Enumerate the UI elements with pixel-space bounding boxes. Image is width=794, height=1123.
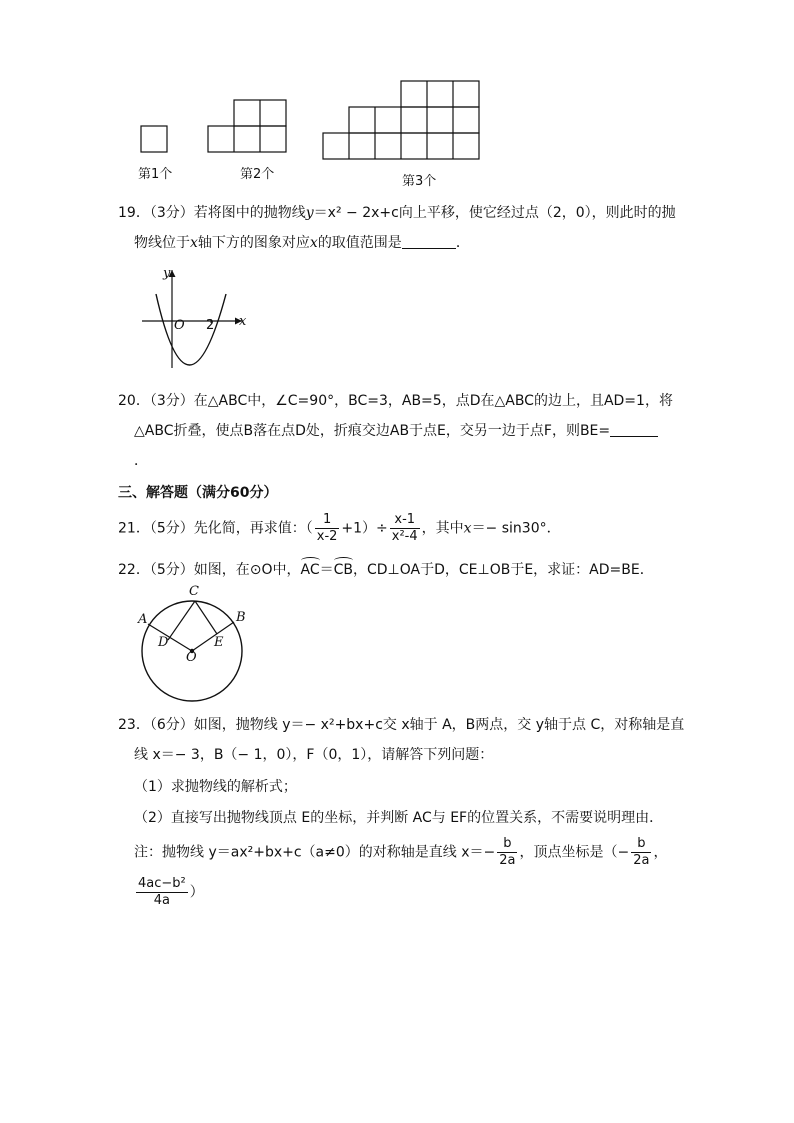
arc-cb: CB [333, 562, 353, 578]
q23-sub2: （2）直接写出抛物线顶点 E的坐标，并判断 AC与 EF的位置关系，不需要说明理由． [134, 810, 664, 826]
q20-score: （3分） [149, 393, 194, 409]
arc-ac: AC [300, 562, 320, 578]
q20-line3: ． [134, 453, 148, 469]
q20-line1: 20．（3分）在△ABC中，∠C=90°，BC=3，AB=5，点D在△ABC的边上，且AD=1，将 [118, 393, 673, 409]
q21-number: 21． [118, 520, 150, 537]
fraction: $\frac{1}{x-2}$ [316, 512, 338, 544]
pattern-label-1: 第1个 [138, 167, 173, 182]
q23-sub1: （1）求抛物线的解析式； [134, 779, 297, 795]
q22-line: 22．（5分）如图，在⊙O中，AC＝CB，CD⊥OA于D，CE⊥OB于E，求证：AD=BE． [118, 562, 654, 578]
parabola-graph [138, 264, 250, 376]
q20-line2: △ABC折叠，使点B落在点D处，折痕交边AB于点E，交另一边于点F，则BE= [134, 422, 658, 440]
q19-line1: 19．（3分）若将图中的抛物线y＝x² − 2x+c向上平移，使它经过点（2，0），则此时的抛 [118, 205, 676, 221]
fraction: $\frac{x-1}{\text{x²-4}}$ [391, 512, 418, 544]
point-a-label: A [138, 612, 148, 627]
q23-line2: 线 x＝− 3，B（− 1，0），F（0，1），请解答下列问题： [134, 747, 494, 763]
pattern-label-2: 第2个 [240, 167, 275, 182]
q23-note-line2: $\frac{\text{4ac−b²}}{4a}$ ） [138, 876, 204, 908]
q23-number: 23． [118, 717, 150, 733]
q19-number: 19． [118, 205, 150, 221]
fraction: $\frac{\text{4ac−b²}}{4a}$ [138, 876, 186, 908]
point-e-label: E [214, 635, 224, 650]
q22-number: 22． [118, 562, 150, 578]
fraction: $\frac{b}{2a}$ [633, 836, 650, 868]
pattern-label-3: 第3个 [402, 174, 437, 189]
x-axis-label: x [239, 314, 247, 329]
q23-note-line1: 注：抛物线 y＝ax²+bx+c（a≠0）的对称轴是直线 x＝− $\frac{b}{2a}$ ，顶点坐标是（− $\frac{b}{2a}$ ， [134, 836, 668, 868]
tick-label-2: 2 [206, 318, 215, 333]
q21-score: （5分） [149, 520, 194, 537]
section-title: 三、解答题（满分60分） [118, 485, 278, 501]
q21-line: 21．（5分）先化简，再求值：（ $\frac{1}{x-2}$ +1）÷ $\frac{x-1}{\text{x²-4}}$ ，其中x＝− sin30°． [118, 512, 561, 544]
q19-line2: 物线位于x轴下方的图象对应x的取值范围是 ． [134, 235, 470, 251]
q22-score: （5分） [149, 562, 194, 578]
answer-blank [610, 422, 658, 437]
q20-number: 20． [118, 393, 150, 409]
origin-label: O [174, 318, 185, 333]
point-d-label: D [158, 635, 169, 650]
q23-line1: 23．（6分）如图，抛物线 y＝− x²+bx+c交 x轴于 A，B两点，交 y轴于点 C，对称轴是直 [118, 717, 685, 733]
q19-score: （3分） [149, 205, 194, 221]
q23-score: （6分） [149, 717, 194, 733]
point-o-label: O [186, 650, 197, 665]
point-c-label: C [189, 584, 199, 599]
q19-equation: ＝x² − 2x+c [313, 205, 399, 221]
point-b-label: B [236, 610, 246, 625]
answer-blank [402, 234, 456, 249]
y-axis-label: y [163, 266, 171, 281]
fraction: $\frac{b}{2a}$ [499, 836, 516, 868]
